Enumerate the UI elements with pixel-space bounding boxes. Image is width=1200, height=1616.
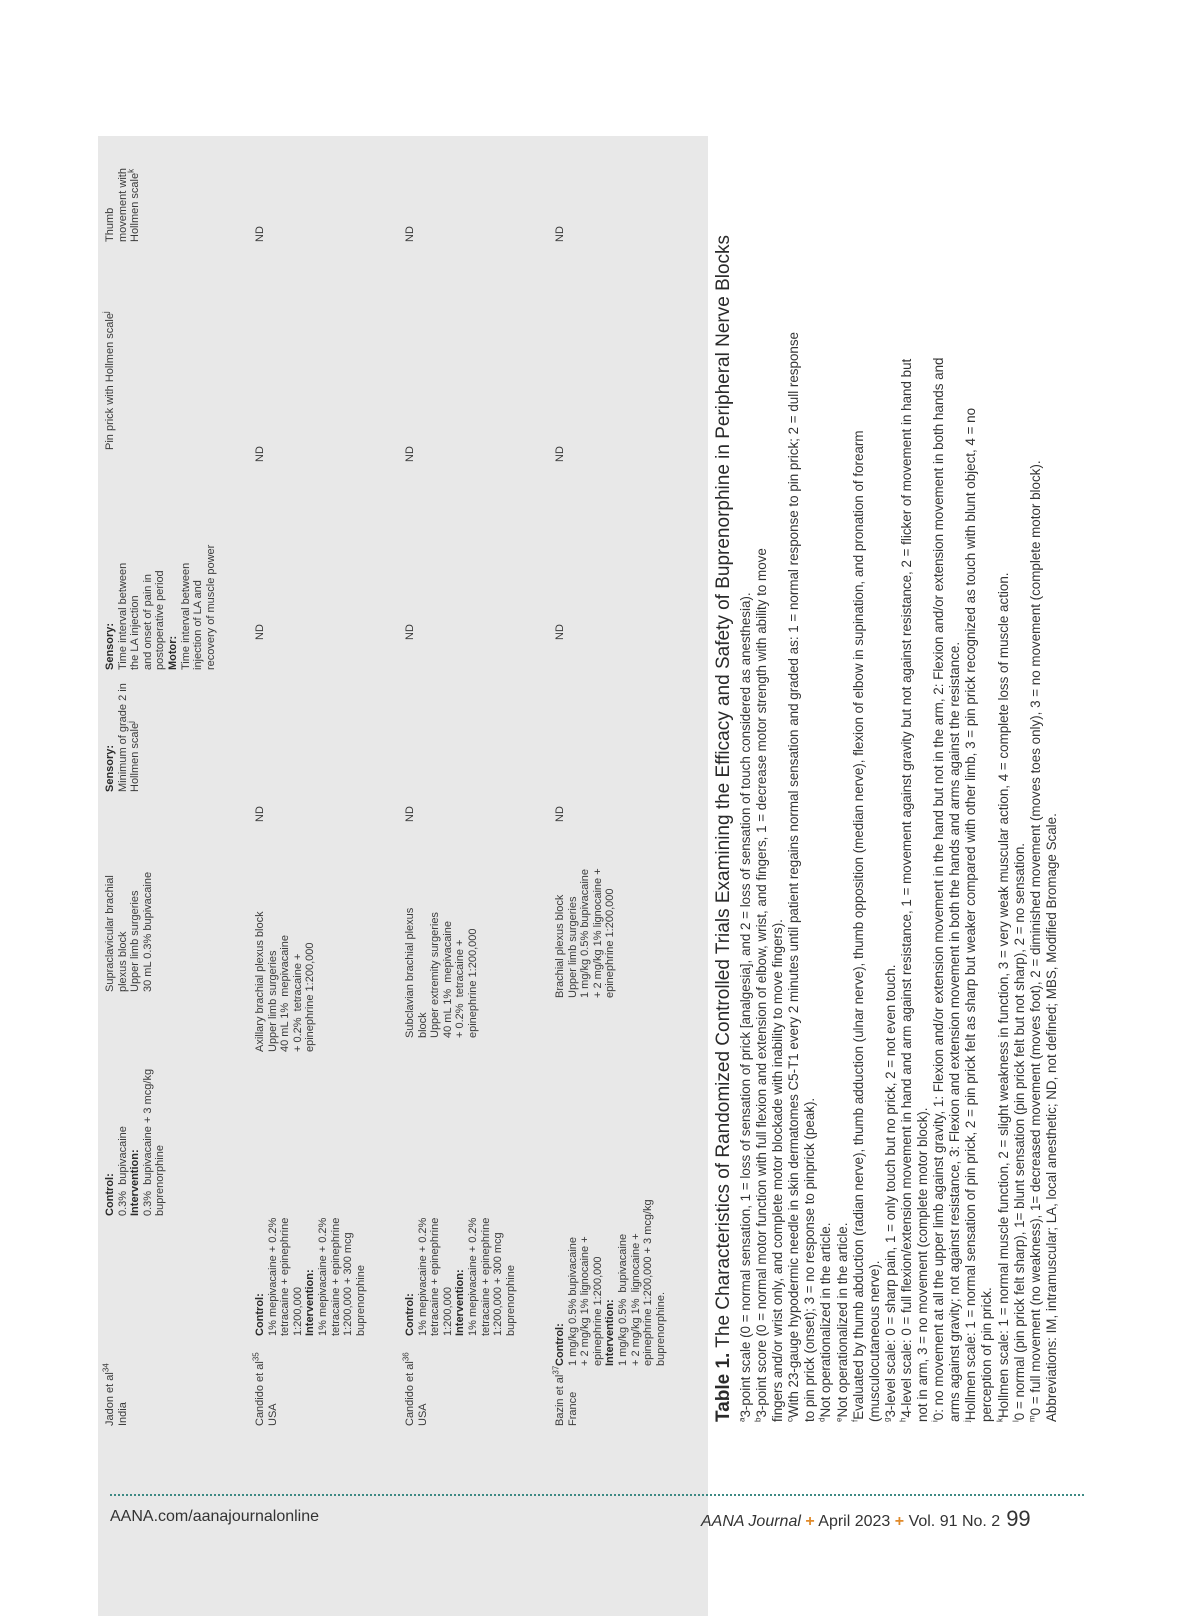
footnote-line bbox=[786, 22, 802, 1422]
intervention-text: 1% mepivacaine + 0.2% tetracaine + epinephrine 1:200,000 + 300 mcg buprenorphine bbox=[466, 1217, 517, 1336]
footnote-text: 4-level scale: 0 = full flexion/extension movement in hand and arm against resistance, 1 = movement against gravity but not against resistance, 2 = flicker of movement in hand but bbox=[898, 358, 914, 1418]
study-country: USA bbox=[266, 1403, 279, 1426]
study-name: Bazin et al bbox=[554, 1374, 566, 1426]
study-cell bbox=[251, 1352, 279, 1426]
study-cell bbox=[401, 1352, 429, 1426]
intervention-text: 1% mepivacaine + 0.2% tetracaine + epinephrine 1:200,000 + 300 mcg buprenorphine bbox=[316, 1217, 367, 1336]
footnote-text: Abbreviations: IM, intramuscular; LA, local anesthetic; ND, not defined; MBS, Modified Bromage Scale. bbox=[1043, 813, 1059, 1422]
footnote-text: Hollmen scale: 1 = normal muscle function, 2 = slight weakness in function, 3 = very weak muscular action, 4 = complete loss of muscle action. bbox=[995, 572, 1011, 1418]
footnote-line bbox=[867, 22, 883, 1422]
footnote-marker: g bbox=[882, 1417, 892, 1422]
volume-number: Vol. 91 No. 2 bbox=[908, 1513, 1001, 1530]
journal-website: AANA.com/aanajournalonline bbox=[110, 1508, 320, 1525]
footnote-text: 0 = normal (pin prick felt sharp), 1= blunt sensation (pin prick felt but not sharp), 2 = no sensation. bbox=[1011, 842, 1027, 1421]
intervention-text: 1 mg/kg 0.5% bupivacaine + 2 mg/kg 1% lignocaine + epinephrine 1:200,000 + 3 mcg/kg buprenorphine. bbox=[616, 1199, 667, 1366]
footnote-text: 3-level scale: 0 = sharp pain, 1 = only touch but no prick, 2 = not even touch. bbox=[882, 964, 898, 1418]
duration-cell: ND bbox=[554, 624, 566, 640]
study-name: Candido et al bbox=[254, 1361, 266, 1426]
control-label: Control: bbox=[254, 1293, 266, 1336]
footnote-line bbox=[883, 22, 899, 1422]
sensory-criteria-cell: ND bbox=[254, 806, 266, 822]
footnote-line bbox=[738, 22, 754, 1422]
footnote-marker: h bbox=[898, 1417, 908, 1422]
footnote-line bbox=[802, 22, 818, 1422]
footnote-marker: k bbox=[995, 1418, 1005, 1422]
footnote-marker: c bbox=[785, 1418, 795, 1422]
block-cell: Supraclavicular brachial plexus block Upper limb surgeries 30 mL 0.3% bupivacaine bbox=[104, 871, 154, 992]
pin-prick-cell: ND bbox=[254, 446, 266, 462]
footer-divider bbox=[110, 1494, 1084, 1496]
footnote-text: 3-point scale (0 = normal sensation, 1 = loss of sensation of prick [analgesia], and 2 = loss of sensation of touch considered as anesthesia). bbox=[738, 592, 753, 1418]
control-label: Control: bbox=[404, 1293, 416, 1336]
thumb-cell: ND bbox=[254, 226, 266, 242]
footnote-text: (musculocutaneous nerve). bbox=[866, 1260, 882, 1422]
caption-text: The Characteristics of Randomized Controlled Trials Examining the Efficacy and Safety of Buprenorphine in Peripheral Nerve Blocks bbox=[713, 234, 734, 1353]
footnotes bbox=[738, 22, 1060, 1422]
intervention-label: Intervention: bbox=[129, 1149, 142, 1216]
footnote-line bbox=[899, 22, 915, 1422]
sensory-duration-text: Time interval between the LA injection and onset of pain in postoperative period bbox=[116, 562, 167, 670]
footnote-text: Evaluated by thumb abduction (radian nerve), thumb adduction (ulnar nerve), thumb opposition (median nerve), flexion of elbow in supination, and pronation of forearm bbox=[850, 430, 866, 1420]
control-text: 0.3% bupivacaine bbox=[116, 1126, 129, 1216]
study-cell bbox=[101, 1363, 129, 1426]
footnote-line bbox=[979, 22, 995, 1422]
control-text: 1 mg/kg 0.5% bupivacaine + 2 mg/kg 1% lignocaine + epinephrine 1:200,000 bbox=[566, 1236, 604, 1366]
footnote-line bbox=[947, 22, 963, 1422]
duration-cell: ND bbox=[404, 624, 416, 640]
thumb-cell: ND bbox=[554, 226, 566, 242]
footnote-line bbox=[835, 22, 851, 1422]
study-name: Candido et al bbox=[404, 1361, 416, 1426]
study-country: France bbox=[566, 1391, 579, 1426]
footnote-marker: j bbox=[962, 1420, 972, 1422]
intervention-text: 0.3% bupivacaine + 3 mcg/kg buprenorphine bbox=[141, 1068, 167, 1216]
duration-cell bbox=[104, 545, 217, 670]
footnote-ref: j bbox=[126, 721, 136, 723]
footnote-line bbox=[1028, 22, 1044, 1422]
study-ref: 34 bbox=[101, 1363, 111, 1373]
study-ref: 36 bbox=[401, 1352, 411, 1362]
arms-cell bbox=[254, 1218, 367, 1336]
duration-cell: ND bbox=[254, 624, 266, 640]
arms-cell bbox=[104, 1069, 167, 1216]
control-label: Control: bbox=[554, 1323, 566, 1366]
study-country: USA bbox=[416, 1403, 429, 1426]
thumb-cell bbox=[104, 168, 142, 242]
footnote-ref: k bbox=[126, 168, 136, 173]
sensory-text: Minimum of grade 2 in Hollmen scale bbox=[116, 683, 142, 792]
thumb-text: Thumb movement with Hollmen scale bbox=[104, 168, 142, 242]
footnote-marker: d bbox=[818, 1417, 827, 1422]
table-row bbox=[251, 136, 394, 1616]
study-ref: 35 bbox=[251, 1352, 261, 1362]
footnote-line bbox=[754, 22, 770, 1422]
control-text: 1% mepivacaine + 0.2% tetracaine + epinephrine 1:200,000 bbox=[266, 1217, 304, 1336]
footnote-line bbox=[996, 22, 1012, 1422]
footnote-text: With 23-gauge hypodermic needle in skin dermatomes C5-T1 every 2 minutes until patient regains normal sensation and graded as: 1 = normal response to pin prick; 2 = dull response bbox=[786, 332, 802, 1418]
page-footer bbox=[0, 1490, 1200, 1550]
table-row bbox=[551, 136, 704, 1616]
footnote-marker: i bbox=[930, 1420, 940, 1422]
footnote-marker: b bbox=[753, 1417, 763, 1422]
intervention-label: Intervention: bbox=[604, 1299, 617, 1366]
arms-cell bbox=[554, 1199, 667, 1366]
footnote-text: 3-point score (0 = normal motor function with full flexion and extension of elbow, wrist, and fingers, 1 = decrease motor strength with ability to move bbox=[754, 548, 770, 1418]
issue-date: April 2023 bbox=[818, 1513, 891, 1530]
footnote-text: to pin prick (onset); 3 = no response to pinprick (peak). bbox=[802, 1097, 818, 1422]
table-row bbox=[401, 136, 544, 1616]
sensory-criteria-cell bbox=[104, 683, 142, 792]
footnote-marker: a bbox=[737, 1417, 747, 1422]
motor-duration-text: Time interval between injection of LA and recovery of muscle power bbox=[179, 544, 217, 670]
pin-prick-text: Pin prick with Hollmen scale bbox=[104, 313, 116, 450]
footnote-marker: m bbox=[1027, 1415, 1037, 1422]
footnote-marker: e bbox=[834, 1417, 844, 1422]
plus-icon: + bbox=[894, 1513, 905, 1530]
sensory-label: Sensory: bbox=[104, 744, 116, 792]
footnote-text: Hollmen scale: 1 = normal sensation of pin prick, 2 = pin prick felt as sharp but weaker compared with other limb, 3 = pin prick recognized as touch with blunt object, 4 = no bbox=[963, 407, 979, 1421]
intervention-label: Intervention: bbox=[454, 1269, 467, 1336]
footnote-text: arms against gravity; not against resistance, 3: Flexion and extension movement in both the hands and arms against the resistance. bbox=[947, 641, 963, 1422]
sensory-label: Sensory: bbox=[104, 622, 116, 670]
intervention-label: Intervention: bbox=[304, 1269, 317, 1336]
table-1 bbox=[98, 136, 708, 1616]
footnote-line bbox=[915, 22, 931, 1422]
pin-prick-cell: ND bbox=[554, 446, 566, 462]
study-ref: 37 bbox=[551, 1365, 561, 1375]
pin-prick-cell bbox=[101, 311, 117, 450]
motor-label: Motor: bbox=[166, 635, 179, 670]
footnote-text: Not operationalized in the article. bbox=[818, 1222, 834, 1418]
footnote-text: Not operationalized in the article. bbox=[834, 1222, 850, 1418]
control-text: 1% mepivacaine + 0.2% tetracaine + epinephrine 1:200,000 bbox=[416, 1217, 454, 1336]
journal-citation bbox=[701, 1506, 1031, 1532]
footnote-marker: l bbox=[1011, 1420, 1021, 1422]
footnote-line bbox=[963, 22, 979, 1422]
thumb-cell: ND bbox=[404, 226, 416, 242]
control-label: Control: bbox=[104, 1173, 116, 1216]
table-row bbox=[101, 136, 244, 1616]
footnote-line bbox=[931, 22, 947, 1422]
footnote-text: 0 = full movement (no weakness), 1= decreased movement (moves foot), 2 = diminished movement (moves toes only), 3 = no movement (complete motor block). bbox=[1027, 460, 1043, 1416]
footnote-line bbox=[770, 22, 786, 1422]
block-cell: Subclavian brachial plexus block Upper extremity surgeries 40 mL 1% mepivacaine + 0.2% tetracaine + epinephrine 1:200,000 bbox=[404, 907, 479, 1038]
block-cell: Brachial plexus block Upper limb surgeries 1 mg/kg 0.5% bupivacaine + 2 mg/kg 1% lignocaine + epinephrine 1:200,000 bbox=[554, 868, 617, 998]
block-cell: Axillary brachial plexus block Upper limb surgeries 40 mL 1% mepivacaine + 0.2% tetracaine + epinephrine 1:200,000 bbox=[254, 911, 317, 1052]
sensory-criteria-cell: ND bbox=[554, 806, 566, 822]
table-caption bbox=[713, 22, 735, 1422]
plus-icon: + bbox=[805, 1513, 815, 1530]
caption-label: Table 1. bbox=[713, 1352, 734, 1422]
study-cell bbox=[551, 1365, 579, 1426]
footnote-line bbox=[851, 22, 867, 1422]
footnote-line bbox=[1012, 22, 1028, 1422]
study-country: India bbox=[116, 1402, 129, 1426]
footnote-ref: j bbox=[101, 311, 111, 314]
footnote-text: not in arm, 3 = no movement (complete motor block). bbox=[915, 1107, 931, 1422]
page-number: 99 bbox=[1006, 1506, 1031, 1531]
pin-prick-cell: ND bbox=[404, 446, 416, 462]
footnote-text: fingers and/or wrist only, and complete motor blockade with inability to move fingers). bbox=[770, 919, 786, 1422]
sensory-criteria-cell: ND bbox=[404, 806, 416, 822]
study-name: Jadon et al bbox=[104, 1372, 116, 1426]
arms-cell bbox=[404, 1218, 517, 1336]
footnote-text: perception of pin prick. bbox=[979, 1287, 995, 1422]
footnote-line bbox=[818, 22, 834, 1422]
footnote-text: 0: no movement at all the upper limb against gravity, 1: Flexion and/or extension movement in the hand but not in the arm, 2: Flexion and/or extension movement in both hands and bbox=[931, 357, 947, 1421]
journal-name: AANA Journal bbox=[701, 1513, 801, 1530]
footnote-line bbox=[1044, 22, 1060, 1422]
footnote-marker: f bbox=[850, 1419, 860, 1422]
